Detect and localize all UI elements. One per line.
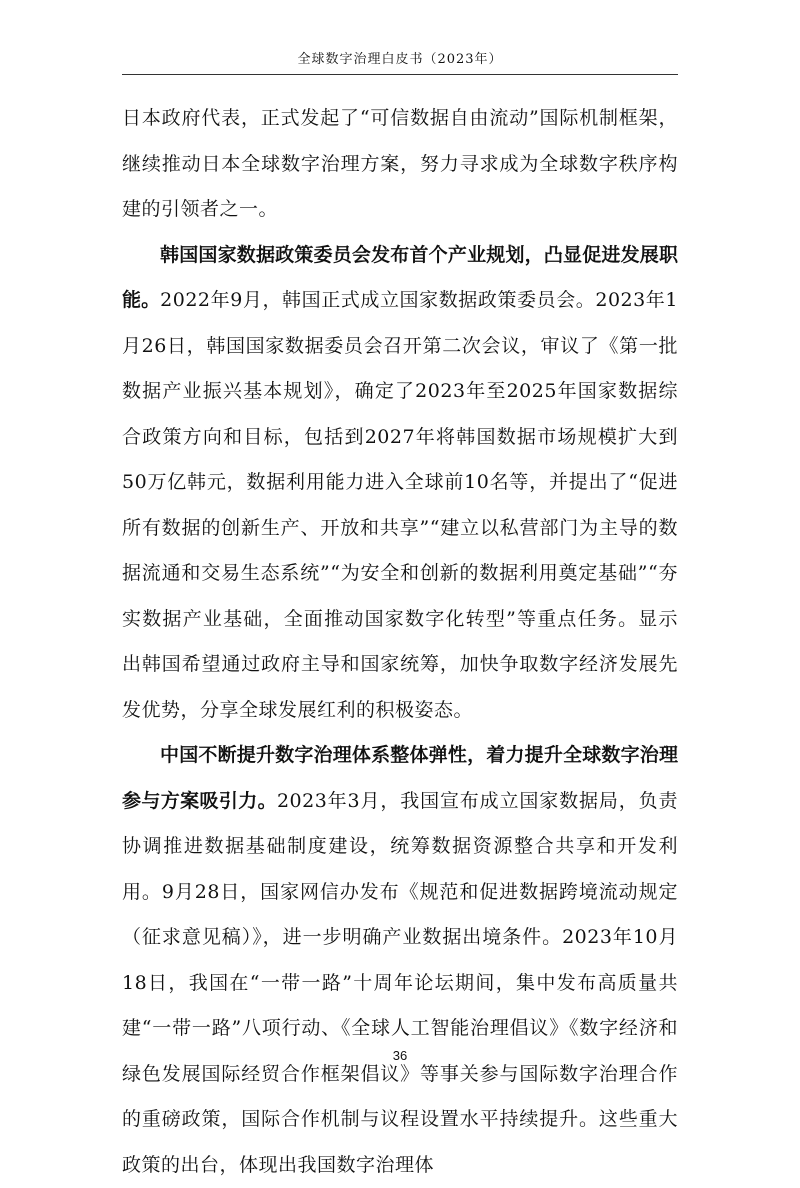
paragraph-china [122,733,678,1188]
running-header: 全球数字治理白皮书（2023年） [297,52,503,67]
page-number: 36 [392,1048,408,1063]
header-rule [122,74,678,75]
paragraph-japan-text: 日本政府代表，正式发起了“可信数据自由流动”国际机制框架，继续推动日本全球数字治理方案，努力寻求成为全球数字秩序构建的引领者之一。 [122,107,678,220]
paragraph-korea-lead: 韩国国家数据政策委员会发布首个产业规划，凸显促进发展职能。 [122,243,678,311]
paragraph-korea [122,233,678,734]
paragraph-korea-text: 2022年9月，韩国正式成立国家数据政策委员会。2023年1月26日，韩国国家数据委员会召开第二次会议，审议了《第一批数据产业振兴基本规划》，确定了2023年至2025年国家数据综合政策方向和目标，包括到2027年将韩国数据市场规模扩大到50万亿韩元，数据利用能力进入全球前10名等，并提出了“促进所有数据的创新生产、开放和共享”“建立以私营部门为主导的数据流通和交易生态系统”“为安全和创新的数据利用奠定基础”“夯实数据产业基础，全面推动国家数字化转型”等重点任务。显示出韩国希望通过政府主导和国家统筹，加快争取数字经济发展先发优势，分享全球发展红利的积极姿态。 [122,289,678,721]
paragraph-japan [122,96,678,233]
paragraph-china-text: 2023年3月，我国宣布成立国家数据局，负责协调推进数据基础制度建设，统筹数据资源整合共享和开发利用。9月28日，国家网信办发布《规范和促进数据跨境流动规定（征求意见稿）》，进一步明确产业数据出境条件。2023年10月18日，我国在“一带一路”十周年论坛期间，集中发布高质量共建“一带一路”八项行动、《全球人工智能治理倡议》《数字经济和绿色发展国际经贸合作框架倡议》等事关参与国际数字治理合作的重磅政策，国际合作机制与议程设置水平持续提升。这些重大政策的出台，体现出我国数字治理体 [122,789,678,1176]
body-text [122,96,678,1188]
paragraph-china-lead: 中国不断提升数字治理体系整体弹性，着力提升全球数字治理参与方案吸引力。 [122,744,678,812]
